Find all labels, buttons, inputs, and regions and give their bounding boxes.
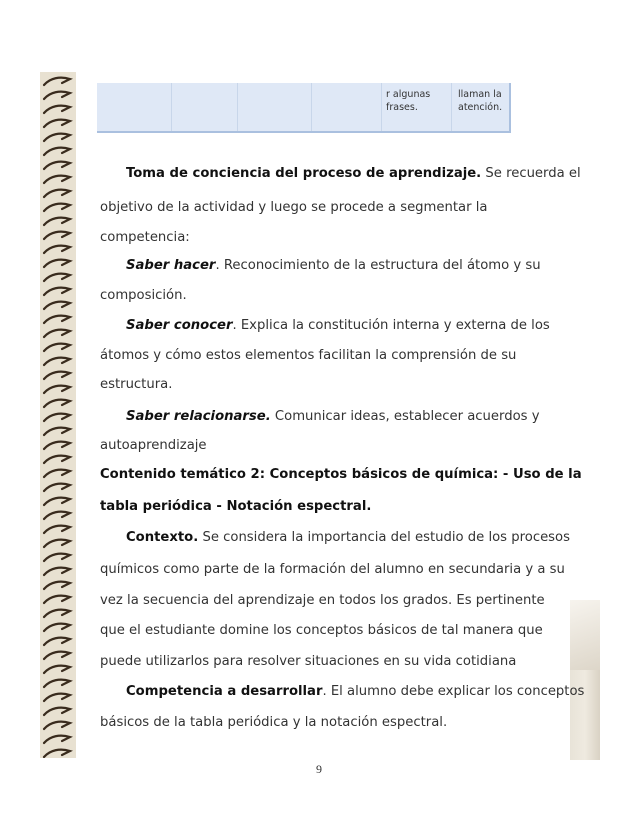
spiral-coil [44,302,70,309]
table-column-divider [451,83,452,131]
paragraph-line [126,166,581,181]
paragraph-line: puede utilizarlos para resolver situaciones en su vida cotidiana [100,654,517,669]
paragraph-line: autoaprendizaje [100,438,207,453]
paragraph-line [126,409,540,424]
paragraph-lead: Saber relacionarse. [126,409,271,424]
spiral-coil [44,456,70,463]
spiral-coil [44,148,70,155]
paragraph-lead: Saber conocer [126,318,233,333]
table-cell-line: atención. [458,102,503,113]
spiral-coil [44,344,70,351]
paragraph-line: composición. [100,288,187,303]
spiral-coil [44,106,70,113]
spiral-coil [44,596,70,603]
spiral-coil [44,568,70,575]
spiral-coil [44,134,70,141]
table-cell-line: r algunas [386,89,431,100]
spiral-coil [44,666,70,673]
spiral-coil [44,722,70,729]
paragraph-line: que el estudiante domine los conceptos básicos de tal manera que [100,623,543,638]
paragraph-text: Se considera la importancia del estudio de los procesos [198,530,570,545]
spiral-coil [44,540,70,547]
paragraph-line: objetivo de la actividad y luego se procede a segmentar la [100,200,488,215]
paragraph-text: . El alumno debe explicar los conceptos [322,684,585,699]
spiral-coil [44,750,70,757]
spiral-coil [44,484,70,491]
table-column-divider [381,83,382,131]
spiral-coil [44,428,70,435]
spiral-coil [44,638,70,645]
spiral-coil [44,624,70,631]
page-number: 9 [316,762,322,776]
paragraph-text: Se recuerda el [481,166,581,181]
spiral-coil [44,694,70,701]
spiral-coil [44,218,70,225]
paragraph-lead: Saber hacer [126,258,216,273]
spiral-coil [44,176,70,183]
spiral-coil [44,288,70,295]
section-heading: tabla periódica - Notación espectral. [100,499,372,514]
paragraph-line: estructura. [100,377,173,392]
spiral-coil [44,190,70,197]
page-fold [570,600,600,670]
decorative-right-strip [570,600,600,760]
decorative-spiral-border [40,72,76,758]
spiral-coil [44,372,70,379]
paragraph-lead: Competencia a desarrollar [126,684,323,699]
spiral-coil [44,316,70,323]
table-fragment [97,83,511,133]
table-cell-line: llaman la [458,89,502,100]
paragraph-text: . Explica la constitución interna y externa de los [232,318,550,333]
spiral-coil [44,610,70,617]
table-column-divider [171,83,172,131]
paragraph-lead: Toma de conciencia del proceso de aprendizaje. [126,166,482,181]
spiral-coil [44,204,70,211]
spiral-coil [44,386,70,393]
spiral-coil [44,274,70,281]
spiral-coil [44,708,70,715]
paragraph-lead: Contexto. [126,530,199,545]
table-column-divider [311,83,312,131]
paragraph-line [126,258,541,273]
spiral-coil [44,162,70,169]
table-cell-line: frases. [386,102,418,113]
paragraph-line: átomos y cómo estos elementos facilitan la comprensión de su [100,348,517,363]
spiral-coil [44,260,70,267]
table-cell [386,88,444,114]
paragraph-text: . Reconocimiento de la estructura del átomo y su [215,258,541,273]
table-cell [458,88,512,114]
spiral-coil [44,330,70,337]
paragraph-line [126,318,550,333]
spiral-coil [44,498,70,505]
spiral-coil [44,358,70,365]
spiral-coil [44,526,70,533]
spiral-coil [44,582,70,589]
spiral-coil [44,736,70,743]
spiral-coil [44,442,70,449]
paragraph-text: Comunicar ideas, establecer acuerdos y [270,409,540,424]
paragraph-line: competencia: [100,230,190,245]
paragraph-line [126,684,584,699]
spiral-coil [44,246,70,253]
section-heading: Contenido temático 2: Conceptos básicos de química: - Uso de la [100,467,582,482]
paragraph-line [126,530,570,545]
table-column-divider [237,83,238,131]
spiral-coil [44,232,70,239]
spiral-coil [44,680,70,687]
paragraph-line: químicos como parte de la formación del alumno en secundaria y a su [100,562,565,577]
spiral-coil [44,414,70,421]
paragraph-line: vez la secuencia del aprendizaje en todos los grados. Es pertinente [100,593,545,608]
spiral-coil [44,92,70,99]
spiral-coil [44,554,70,561]
paragraph-line: básicos de la tabla periódica y la notación espectral. [100,715,448,730]
spiral-coil [44,512,70,519]
spiral-coil [44,470,70,477]
spiral-pattern-icon [40,72,76,758]
spiral-coil [44,120,70,127]
spiral-coil [44,400,70,407]
spiral-coil [44,652,70,659]
spiral-coil [44,78,70,85]
